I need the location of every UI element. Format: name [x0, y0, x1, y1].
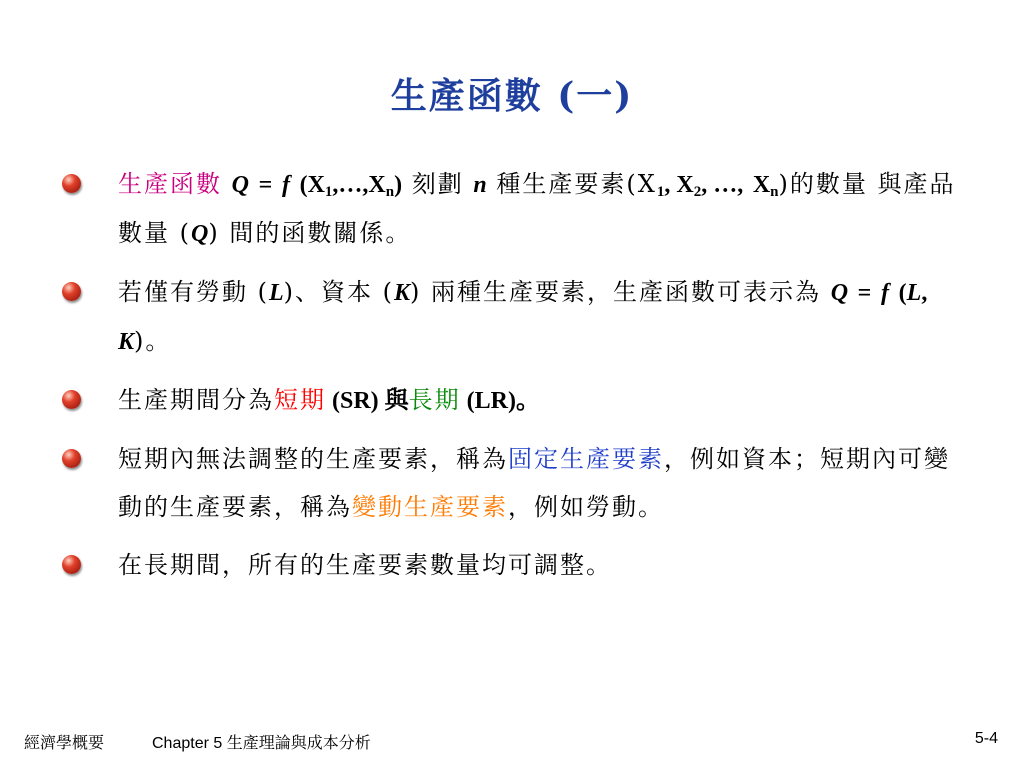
text-relation: ) 間的函數關係。: [208, 219, 412, 247]
text-long-run: 在長期間，所有的生產要素數量均可調整。: [118, 551, 612, 579]
bullet-list: [62, 160, 967, 599]
bullet-long-run: [62, 541, 967, 589]
text-lr: (LR)。: [460, 388, 540, 414]
formula-eq: =: [258, 172, 273, 198]
text-short-run-fixed: 短期內無法調整的生產要素，稱為: [118, 445, 508, 473]
red-sphere-bullet-icon: [62, 174, 81, 193]
bullet-two-factors: [62, 268, 967, 366]
term-short-run: 短期: [274, 386, 326, 414]
formula-mid: ,…,X: [332, 172, 386, 198]
formula-close: )。: [134, 327, 172, 355]
sub-n: n: [770, 184, 779, 200]
var-n: n: [473, 172, 487, 198]
text-sr: (SR) 與: [326, 388, 409, 414]
formula-eq: =: [857, 280, 872, 306]
formula-comma: ,: [921, 280, 928, 306]
footer-page-number: 5-4: [974, 730, 998, 747]
text-ellipsis: , …,: [701, 172, 744, 198]
red-sphere-bullet-icon: [62, 555, 81, 574]
formula-k: K: [118, 329, 135, 355]
text-capital: )、資本 (: [283, 278, 395, 306]
bullet-periods: [62, 376, 967, 425]
formula-f: f: [281, 172, 290, 198]
formula-q: Q: [830, 280, 849, 306]
footer-course: 經濟學概要: [24, 735, 105, 752]
formula-q: Q: [231, 172, 249, 198]
var-l: L: [269, 280, 284, 306]
bullet-fixed-variable: [62, 435, 967, 531]
text-factors: 種生產要素(X: [496, 170, 657, 198]
footer-chapter: Chapter 5 生產理論與成本分析: [152, 735, 371, 752]
formula-f: f: [881, 280, 889, 306]
text-periods: 生產期間分為: [118, 386, 274, 414]
term-production-function: 生產函數: [118, 170, 222, 198]
term-fixed-factor: 固定生產要素: [508, 445, 664, 473]
text-x2: , X: [664, 172, 694, 198]
text-quantity: )的數量 與產品數量 (: [118, 170, 956, 247]
formula-sub-1: 1: [324, 184, 333, 200]
var-q: Q: [191, 221, 209, 247]
formula-sub-n: n: [385, 184, 395, 200]
text-two-factors: ) 兩種生產要素，生產函數可表示為: [410, 278, 822, 306]
red-sphere-bullet-icon: [62, 449, 81, 468]
var-k: K: [394, 280, 411, 306]
text-short-run-variable: ，例如資本；短期內可變動的生產要素，稱為: [118, 445, 950, 521]
text-labor: 若僅有勞動 (: [118, 278, 269, 306]
red-sphere-bullet-icon: [62, 282, 81, 301]
sub-2: 2: [693, 184, 702, 200]
formula-open: (: [898, 280, 907, 306]
term-variable-factor: 變動生產要素: [352, 493, 508, 521]
text-example-labor: ，例如勞動。: [508, 493, 664, 521]
slide-title: 生產函數 (一): [390, 75, 634, 117]
text-xn: X: [752, 172, 771, 198]
red-sphere-bullet-icon: [62, 390, 81, 409]
formula-close: ): [394, 172, 403, 198]
formula-open: (X: [299, 172, 325, 198]
sub-1: 1: [656, 184, 665, 200]
term-long-run: 長期: [408, 386, 461, 414]
text-describe: 刻劃: [411, 170, 464, 198]
bullet-production-function: [62, 160, 967, 258]
formula-l: L: [906, 280, 922, 306]
